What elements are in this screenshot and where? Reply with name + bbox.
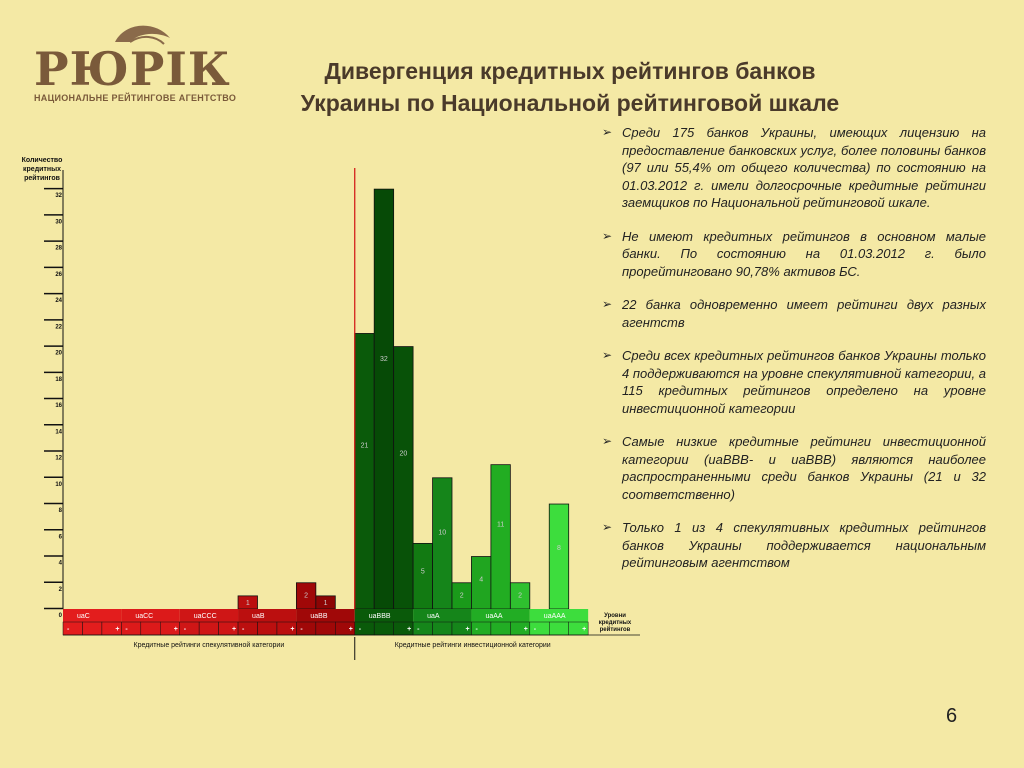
sign-label: +: [173, 626, 178, 633]
sign-label: +: [290, 626, 295, 633]
category-label: uaBBB: [368, 613, 391, 620]
sign-cell: [141, 622, 160, 635]
arrow-bullet-icon: ➢: [602, 348, 613, 362]
y-tick-label: 0: [58, 613, 62, 619]
sign-cell: [433, 622, 452, 635]
page-title-line-1: Дивергенция кредитных рейтингов банков: [324, 58, 816, 84]
y-tick-label: 6: [58, 534, 62, 541]
sign-cell: [530, 622, 549, 635]
sign-cell: [355, 622, 374, 635]
y-axis-label: рейтингов: [24, 175, 60, 182]
bar-value-label: 21: [360, 442, 369, 450]
y-tick-label: 8: [58, 508, 62, 515]
logo-text: РЮРІК: [34, 42, 231, 96]
sign-label: -: [533, 626, 537, 633]
bar-value-label: 1: [323, 600, 328, 608]
sign-cell: [491, 622, 510, 635]
sign-cell: [258, 622, 277, 635]
y-tick-label: 22: [55, 324, 62, 331]
y-tick-label: 20: [55, 350, 62, 357]
bar-value-label: 1: [245, 600, 250, 608]
bullet-item: [600, 296, 986, 331]
bar: [491, 465, 510, 609]
y-tick-label: 28: [55, 245, 62, 252]
row-label: кредитных: [598, 620, 632, 626]
bar-value-label: 2: [518, 592, 523, 600]
category-cell: [238, 609, 296, 622]
sign-label: -: [242, 626, 245, 633]
bullet-text: Самые низкие кредитные рейтинги инвестиционной категории (uaBBB- и uaBBB) являются наиболее распространенными среди банков Украины (21 и 32 соответственно): [622, 434, 986, 502]
bar: [549, 504, 568, 609]
logo-subtitle: НАЦИОНАЛЬНЕ РЕЙТИНГОВЕ АГЕНТСТВО: [34, 93, 237, 103]
category-label: uaB: [252, 613, 265, 620]
bar-value-label: 2: [304, 592, 309, 600]
bullet-text: 22 банка одновременно имеет рейтинги двух разных агентств: [622, 297, 986, 330]
y-tick-label: 26: [55, 271, 62, 278]
bar-value-label: 10: [438, 529, 447, 537]
page-title: [300, 55, 840, 119]
sign-label: -: [475, 626, 478, 633]
y-tick-label: 2: [58, 586, 62, 593]
y-tick-label: 18: [55, 376, 62, 383]
category-label: uaA: [427, 613, 440, 620]
sign-label: +: [115, 626, 120, 633]
sign-label: -: [358, 626, 362, 633]
bar: [355, 333, 374, 609]
bullet-item: [600, 347, 986, 417]
y-tick-label: 32: [55, 193, 62, 200]
category-label: uaCC: [135, 613, 154, 620]
bar-value-label: 32: [380, 356, 388, 364]
sign-label: -: [183, 626, 187, 633]
bar-value-label: 4: [479, 576, 484, 584]
bar-value-label: 20: [399, 450, 408, 458]
category-label: uaBB: [310, 613, 328, 620]
arrow-bullet-icon: ➢: [602, 125, 613, 139]
sign-cell: [82, 622, 101, 635]
sign-cell: [296, 622, 315, 635]
sign-label: +: [232, 626, 237, 633]
bar-value-label: 5: [420, 568, 425, 576]
sign-label: -: [300, 626, 303, 633]
y-tick-label: 10: [55, 481, 62, 488]
category-label: uaCCC: [193, 613, 217, 620]
bullet-text: Среди 175 банков Украины, имеющих лицензию на предоставление банковских услуг, более половины банков (97 или 55,4% от общего количества) по состоянию на 01.03.2012 г. имели долгосрочные кредитные рейтинги заемщиков по Национальной рейтинговой шкале.: [622, 125, 986, 210]
sign-cell: [471, 622, 490, 635]
footer-investment-label: Кредитные рейтинги инвестиционной категории: [394, 642, 551, 649]
sign-cell: [121, 622, 140, 635]
category-label: uaC: [77, 613, 90, 620]
y-tick-label: 30: [55, 219, 62, 226]
sign-cell: [549, 622, 568, 635]
footer-speculative-label: Кредитные рейтинги спекулятивной категории: [133, 642, 285, 649]
bar: [394, 347, 413, 609]
row-label: рейтингов: [599, 627, 631, 633]
sign-cell: [180, 622, 199, 635]
y-tick-label: 14: [55, 429, 62, 436]
bullet-text: Среди всех кредитных рейтингов банков Украины только 4 поддерживаются на уровне спекулятивной категории, а 115 кредитных рейтингов определено на уровне инвестиционной категории: [622, 348, 986, 416]
category-cell: [413, 609, 471, 622]
y-axis-label: кредитных: [23, 166, 61, 173]
bar: [374, 189, 393, 609]
bullet-text: Не имеют кредитных рейтингов в основном малые банки. По состоянию на 01.03.2012 г. было прорейтинговано 90,78% активов БС.: [622, 228, 986, 279]
arrow-bullet-icon: ➢: [602, 520, 613, 534]
sign-label: -: [125, 626, 128, 633]
sign-label: -: [417, 626, 420, 633]
category-label: uaAA: [485, 613, 503, 620]
y-tick-label: 12: [55, 455, 62, 462]
sign-label: +: [523, 626, 528, 633]
sign-cell: [238, 622, 257, 635]
rating-bar-chart: [0, 150, 650, 660]
sign-label: +: [348, 626, 353, 633]
sign-label: +: [582, 626, 587, 633]
y-tick-label: 16: [55, 403, 62, 410]
sign-cell: [199, 622, 218, 635]
bullet-item: [600, 433, 986, 503]
y-tick-label: 24: [55, 298, 62, 305]
bar-value-label: 11: [496, 521, 505, 529]
bullet-item: [600, 519, 986, 572]
sign-label: +: [407, 626, 412, 633]
arrow-bullet-icon: ➢: [602, 228, 613, 243]
bar-value-label: 8: [557, 545, 561, 553]
bullet-list: [600, 124, 986, 588]
page-number: 6: [946, 705, 958, 727]
sign-cell: [413, 622, 432, 635]
row-label: Уровни: [604, 613, 626, 619]
bar: [413, 543, 432, 609]
arrow-bullet-icon: ➢: [602, 297, 613, 311]
sign-label: +: [465, 626, 470, 633]
page-title-line-2: Украины по Национальной рейтинговой шкале: [300, 90, 840, 116]
sign-label: -: [67, 626, 70, 633]
bullet-item: [600, 228, 986, 281]
sign-cell: [316, 622, 335, 635]
bar-value-label: 2: [459, 592, 464, 600]
y-tick-label: 4: [58, 560, 62, 567]
category-cell: [63, 609, 121, 622]
bullet-item: [600, 124, 986, 212]
category-label: uaAAA: [543, 613, 566, 620]
sign-cell: [63, 622, 82, 635]
arrow-bullet-icon: ➢: [602, 434, 613, 448]
bar: [433, 478, 452, 609]
y-axis-label: Количество: [21, 157, 63, 164]
bullet-text: Только 1 из 4 спекулятивных кредитных рейтингов банков Украины поддерживается национальным рейтинговым агентством: [622, 520, 986, 570]
sign-cell: [374, 622, 393, 635]
